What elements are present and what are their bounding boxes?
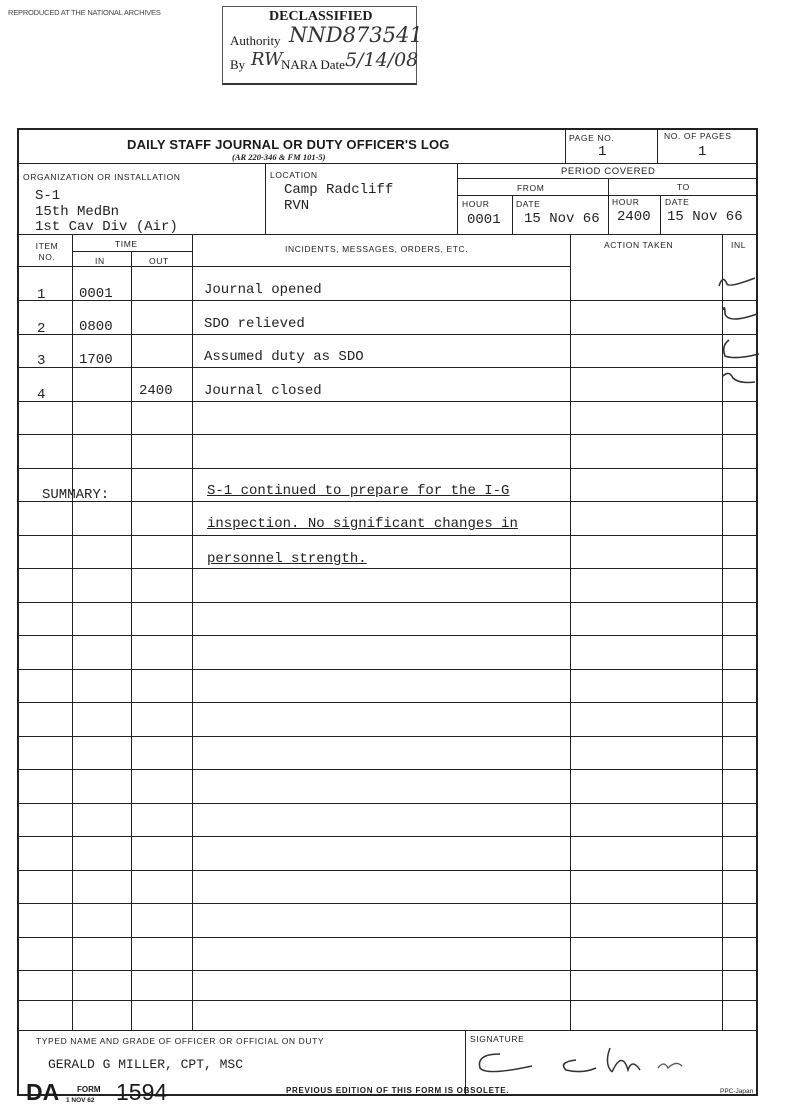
signature-label: SIGNATURE	[470, 1034, 525, 1044]
inl-check-1-icon	[719, 278, 755, 286]
entry-3-in: 1700	[79, 352, 113, 368]
row-rule	[17, 903, 758, 904]
item-no-label: ITEM NO.	[35, 241, 59, 262]
entry-2-item: 2	[37, 321, 46, 337]
rule-from-to-split	[608, 178, 609, 234]
time-out-label: OUT	[149, 256, 169, 266]
rule-location-left	[265, 163, 266, 234]
printer-mark: PPC-Japan	[720, 1088, 754, 1095]
stamp-by-label: By	[230, 57, 246, 72]
rule-time-under	[72, 251, 192, 252]
stamp-authority-label: Authority	[230, 33, 281, 48]
form-frame	[17, 128, 758, 1096]
action-taken-label: ACTION TAKEN	[604, 240, 674, 250]
form-word: FORM	[77, 1085, 101, 1094]
entry-3-text: Assumed duty as SDO	[204, 349, 364, 365]
stamp-authority-value: NND873541	[289, 23, 423, 47]
row-rule	[17, 568, 758, 569]
inl-label: INL	[731, 240, 747, 250]
entry-1-text: Journal opened	[204, 282, 322, 298]
page-no-value: 1	[598, 144, 607, 160]
entry-2-in: 0800	[79, 319, 113, 335]
rule-col-action	[570, 234, 571, 1030]
row-rule	[17, 736, 758, 737]
archive-note: REPRODUCED AT THE NATIONAL ARCHIVES	[8, 8, 161, 17]
to-date-label: DATE	[665, 197, 690, 207]
row-rule	[17, 367, 758, 368]
inl-check-3-icon	[724, 340, 759, 358]
rule-to-hour-date	[660, 195, 661, 234]
to-date-value: 15 Nov 66	[667, 209, 743, 225]
row-rule	[17, 535, 758, 536]
stamp-date-value: 5/14/08	[345, 49, 419, 71]
time-in-label: IN	[95, 256, 105, 266]
organization-line-2: 15th MedBn	[35, 204, 120, 220]
rule-title-bottom	[17, 163, 758, 164]
row-rule	[17, 501, 758, 502]
row-rule	[17, 803, 758, 804]
row-rule	[17, 970, 758, 971]
entry-3-item: 3	[37, 353, 46, 369]
entry-4-text: Journal closed	[204, 383, 322, 399]
row-rule	[17, 334, 758, 335]
rule-col-item	[72, 234, 73, 1030]
inl-check-2-icon	[723, 308, 757, 319]
stamp-initials: RW	[251, 49, 283, 70]
row-rule	[17, 836, 758, 837]
summary-line-3: personnel strength.	[207, 551, 367, 567]
rule-colhead-bottom	[17, 266, 570, 267]
row-rule	[17, 635, 758, 636]
organization-line-3: 1st Cav Div (Air)	[35, 219, 178, 235]
to-hour-value: 2400	[617, 209, 651, 225]
obsolete-note: PREVIOUS EDITION OF THIS FORM IS OBSOLETE.	[286, 1086, 510, 1095]
officer-label: TYPED NAME AND GRADE OF OFFICER OR OFFICIAL ON DUTY	[36, 1036, 325, 1046]
rule-footer-top	[17, 1030, 758, 1031]
row-rule	[17, 669, 758, 670]
from-date-label: DATE	[516, 199, 541, 209]
row-rule	[17, 870, 758, 871]
signature-mark	[472, 1040, 702, 1080]
form-date: 1 NOV 62	[66, 1097, 95, 1104]
from-label: FROM	[517, 183, 545, 193]
officer-name: GERALD G MILLER, CPT, MSC	[48, 1057, 244, 1072]
row-rule	[17, 702, 758, 703]
row-rule	[17, 1000, 758, 1001]
no-of-pages-label: NO. OF PAGES	[664, 131, 732, 141]
row-rule	[17, 602, 758, 603]
rule-period-left	[457, 163, 458, 234]
inl-check-4-icon	[723, 373, 755, 382]
incidents-label: INCIDENTS, MESSAGES, ORDERS, ETC.	[285, 244, 469, 254]
form-regulation: (AR 220-346 & FM 101-5)	[232, 152, 326, 162]
summary-line-1: S-1 continued to prepare for the I-G	[207, 483, 510, 499]
location-line-1: Camp Radcliff	[284, 182, 394, 198]
to-hour-label: HOUR	[612, 197, 640, 207]
row-rule	[17, 937, 758, 938]
no-of-pages-value: 1	[698, 144, 707, 160]
declassified-stamp	[222, 6, 423, 85]
stamp-heading: DECLASSIFIED	[269, 9, 373, 24]
stamp-nara-label: NARA Date	[281, 57, 345, 72]
to-label: TO	[677, 182, 690, 192]
organization-label: ORGANIZATION OR INSTALLATION	[23, 172, 181, 182]
entry-2-text: SDO relieved	[204, 316, 305, 332]
page-no-label: PAGE NO.	[569, 133, 615, 143]
summary-label: SUMMARY:	[42, 487, 110, 503]
row-rule	[17, 468, 758, 469]
period-covered-label: PERIOD COVERED	[561, 166, 656, 177]
rule-col-time	[192, 234, 193, 1030]
row-rule	[17, 769, 758, 770]
rule-page-no-left	[565, 128, 566, 163]
form-number: 1594	[116, 1079, 168, 1105]
entry-4-item: 4	[37, 387, 46, 403]
form-title: DAILY STAFF JOURNAL OR DUTY OFFICER'S LOG	[127, 137, 450, 152]
from-hour-label: HOUR	[462, 199, 490, 209]
entry-1-item: 1	[37, 287, 46, 303]
form-prefix: DA	[26, 1079, 60, 1105]
summary-line-2: inspection. No significant changes in	[207, 516, 518, 532]
from-hour-value: 0001	[467, 212, 501, 228]
row-rule	[17, 401, 758, 402]
row-rule	[17, 300, 758, 301]
location-line-2: RVN	[284, 198, 310, 214]
location-label: LOCATION	[270, 170, 318, 180]
entry-1-in: 0001	[79, 286, 113, 302]
entry-4-out: 2400	[139, 383, 173, 399]
row-rule	[17, 434, 758, 435]
rule-pages-left	[657, 128, 658, 163]
organization-line-1: S-1	[35, 188, 61, 204]
rule-from-hour-date	[512, 195, 513, 234]
from-date-value: 15 Nov 66	[524, 211, 600, 227]
time-label: TIME	[115, 239, 138, 249]
inl-checkmarks	[715, 266, 765, 394]
